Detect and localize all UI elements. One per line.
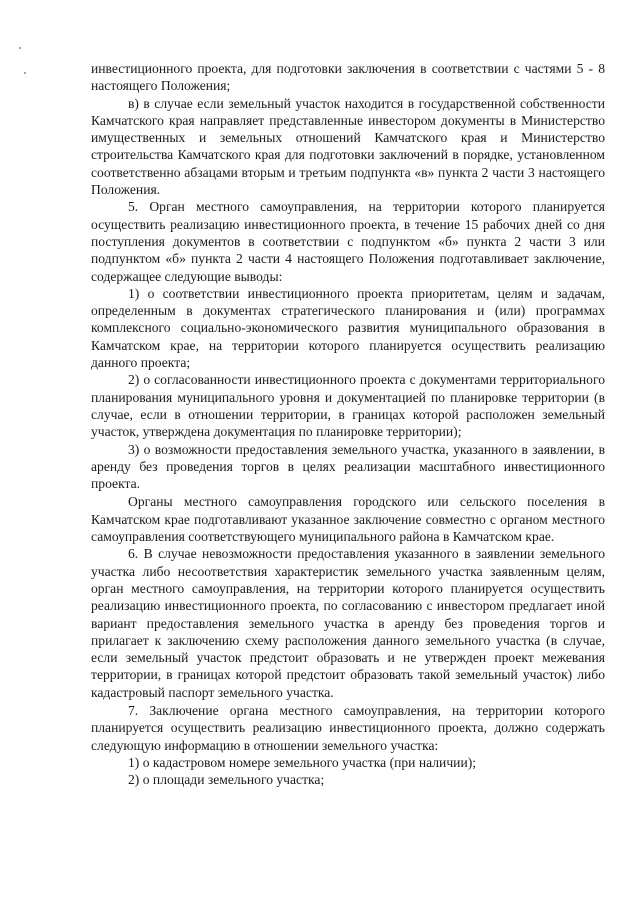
paragraph-5-1: 1) о соответствии инвестиционного проекта приоритетам, целям и задачам, определенным в документах стратегического планирования и (или) программах комплексного социально-экономического развития муниципального образования в Камчатском крае, на территории которого планируется осуществить реализацию данного проекта; (91, 285, 605, 371)
paragraph-item-5: 5. Орган местного самоуправления, на территории которого планируется осуществить реализацию инвестиционного проекта, в течение 15 рабочих дней со дня поступления документов в соответствии с подпунктом «б» пункта 2 части 3 или подпунктом «б» пункта 2 части 4 настоящего Положения подготавливает заключение, содержащее следующие выводы: (91, 199, 605, 284)
document-page (91, 60, 605, 788)
paragraph-item-6: 6. В случае невозможности предоставления указанного в заявлении земельного участка либо несоответствия характеристик земельного участка заявленным целям, орган местного самоуправления, на территории которого планируется осуществить реализацию инвестиционного проекта, по согласованию с инвестором предлагает иной вариант предоставления земельного участка в аренду без проведения торгов и прилагает к заключению схему расположения данного земельного участка (в случае, если земельный участок предстоит образовать и не утвержден проект межевания территории, в границах которой предстоит образовать такой земельный участок) либо кадастровый паспорт земельного участка. (91, 546, 605, 700)
paragraph-4v: в) в случае если земельный участок находится в государственной собственности Камчатского края направляет представленные инвестором документы в Министерство имущественных и земельных отношений Камчатского края и Министерство строительства Камчатского края для подготовки заключений в порядке, установленном соответственно абзацами вторым и третьим подпункта «в» пункта 2 части 3 настоящего Положения. (91, 95, 605, 198)
paragraph-5-3: 3) о возможности предоставления земельного участка, указанного в заявлении, в аренду без проведения торгов в целях реализации масштабного инвестиционного проекта. (91, 441, 605, 492)
paragraph-7-1: 1) о кадастровом номере земельного участка (при наличии); (128, 754, 477, 770)
paragraph-item-7: 7. Заключение органа местного самоуправления, на территории которого планируется осуществить реализацию инвестиционного проекта, должно содержать следующую информацию в отношении земельного участка: (91, 702, 605, 753)
paragraph-continuation: инвестиционного проекта, для подготовки заключения в соответствии с частями 5 - 8 настоящего Положения; (91, 61, 605, 94)
scan-speck (19, 47, 21, 49)
paragraph-5-2: 2) о согласованности инвестиционного проекта с документами территориального планирования муниципального уровня и документацией по планировке территории (в случае, если в отношении территории, в границах которой расположен земельный участок, утверждена документация по планировке территории); (91, 372, 605, 440)
paragraph-7-2: 2) о площади земельного участка; (128, 772, 325, 788)
scan-speck (24, 72, 26, 74)
paragraph-5-settlements: Органы местного самоуправления городского или сельского поселения в Камчатском крае подготавливают указанное заключение совместно с органом местного самоуправления соответствующего муниципального района в Камчатском крае. (91, 494, 605, 545)
